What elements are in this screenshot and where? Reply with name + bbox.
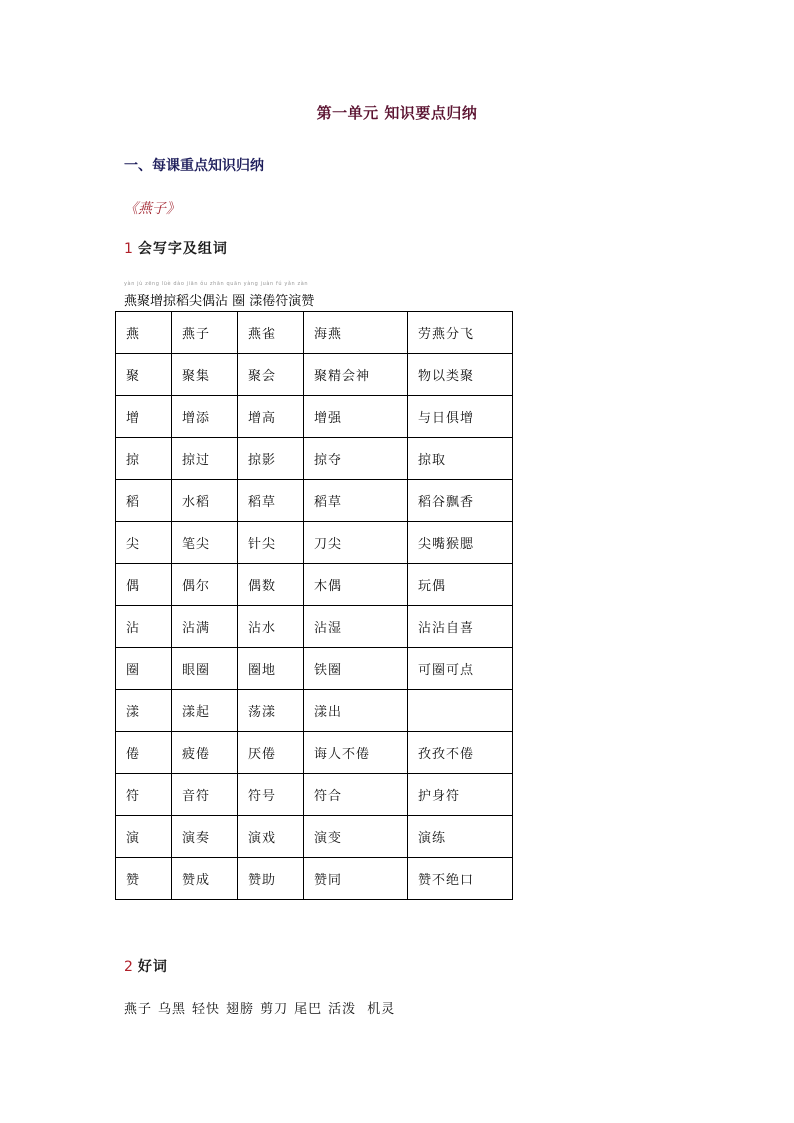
word-cell: 增添 — [172, 396, 238, 438]
lesson-title: 《燕子》 — [124, 201, 180, 217]
char-cell: 演 — [116, 816, 172, 858]
word-cell: 掠过 — [172, 438, 238, 480]
page-title: 第一单元 知识要点归纳 — [316, 104, 478, 122]
part-heading-1 — [124, 238, 228, 258]
word-cell: 刀尖 — [304, 522, 408, 564]
word-cell: 增高 — [238, 396, 304, 438]
word-cell: 木偶 — [304, 564, 408, 606]
word-cell: 符合 — [304, 774, 408, 816]
word-cell: 漾起 — [172, 690, 238, 732]
char-cell: 尖 — [116, 522, 172, 564]
char-cell: 偶 — [116, 564, 172, 606]
word-cell: 针尖 — [238, 522, 304, 564]
char-cell: 符 — [116, 774, 172, 816]
part-label: 好词 — [137, 959, 168, 975]
table-row — [116, 690, 513, 732]
table-row — [116, 354, 513, 396]
word-cell: 演练 — [408, 816, 513, 858]
good-word: 机灵 — [362, 1002, 396, 1017]
word-cell: 劳燕分飞 — [408, 312, 513, 354]
word-cell: 燕子 — [172, 312, 238, 354]
word-cell: 聚精会神 — [304, 354, 408, 396]
word-cell: 荡漾 — [238, 690, 304, 732]
word-cell: 眼圈 — [172, 648, 238, 690]
char-cell: 圈 — [116, 648, 172, 690]
section-heading: 一、每课重点知识归纳 — [124, 158, 264, 174]
table-row — [116, 648, 513, 690]
word-cell: 铁圈 — [304, 648, 408, 690]
char-cell: 漾 — [116, 690, 172, 732]
word-cell: 厌倦 — [238, 732, 304, 774]
good-word: 剪刀 — [260, 1002, 289, 1017]
word-table — [115, 311, 513, 900]
word-cell: 稻草 — [238, 480, 304, 522]
word-cell: 增强 — [304, 396, 408, 438]
word-cell: 稻草 — [304, 480, 408, 522]
word-cell: 聚会 — [238, 354, 304, 396]
part-label: 会写字及组词 — [137, 241, 228, 257]
word-cell: 护身符 — [408, 774, 513, 816]
table-row — [116, 312, 513, 354]
table-row — [116, 480, 513, 522]
word-cell: 疲倦 — [172, 732, 238, 774]
table-row — [116, 732, 513, 774]
part-heading-2 — [124, 956, 168, 976]
word-cell — [408, 690, 513, 732]
char-cell: 稻 — [116, 480, 172, 522]
good-word: 乌黑 — [158, 1002, 187, 1017]
word-cell: 聚集 — [172, 354, 238, 396]
table-row — [116, 564, 513, 606]
part-number: 1 — [124, 241, 134, 257]
word-cell: 掠夺 — [304, 438, 408, 480]
word-cell: 赞同 — [304, 858, 408, 900]
word-cell: 水稻 — [172, 480, 238, 522]
word-cell: 赞助 — [238, 858, 304, 900]
char-cell: 增 — [116, 396, 172, 438]
table-row — [116, 816, 513, 858]
good-word: 燕子 — [124, 1002, 153, 1017]
char-cell: 聚 — [116, 354, 172, 396]
word-cell: 赞成 — [172, 858, 238, 900]
word-cell: 孜孜不倦 — [408, 732, 513, 774]
char-cell: 倦 — [116, 732, 172, 774]
table-row — [116, 606, 513, 648]
char-cell: 沾 — [116, 606, 172, 648]
word-cell: 玩偶 — [408, 564, 513, 606]
word-cell: 圈地 — [238, 648, 304, 690]
word-cell: 演变 — [304, 816, 408, 858]
table-row — [116, 774, 513, 816]
table-row — [116, 858, 513, 900]
word-cell: 符号 — [238, 774, 304, 816]
word-cell: 掠取 — [408, 438, 513, 480]
table-row — [116, 522, 513, 564]
good-word: 活泼 — [328, 1002, 357, 1017]
word-cell: 演戏 — [238, 816, 304, 858]
part-number: 2 — [124, 959, 134, 975]
word-cell: 沾满 — [172, 606, 238, 648]
word-cell: 燕雀 — [238, 312, 304, 354]
word-cell: 赞不绝口 — [408, 858, 513, 900]
word-cell: 与日俱增 — [408, 396, 513, 438]
word-cell: 海燕 — [304, 312, 408, 354]
good-words-line — [124, 998, 401, 1017]
good-word: 尾巴 — [294, 1002, 323, 1017]
word-cell: 演奏 — [172, 816, 238, 858]
good-word: 轻快 — [192, 1002, 221, 1017]
word-cell: 偶数 — [238, 564, 304, 606]
word-cell: 笔尖 — [172, 522, 238, 564]
word-cell: 稻谷飘香 — [408, 480, 513, 522]
word-cell: 沾水 — [238, 606, 304, 648]
character-line: 燕聚增掠稻尖偶沾 圈 漾倦符演赞 — [124, 294, 315, 309]
table-row — [116, 438, 513, 480]
word-cell: 偶尔 — [172, 564, 238, 606]
word-cell: 诲人不倦 — [304, 732, 408, 774]
word-cell: 沾湿 — [304, 606, 408, 648]
word-cell: 沾沾自喜 — [408, 606, 513, 648]
char-cell: 赞 — [116, 858, 172, 900]
word-cell: 漾出 — [304, 690, 408, 732]
pinyin-line: yàn jù zēng lüè dào jiān ǒu zhān quān yàng juàn fú yǎn zàn — [124, 281, 309, 287]
char-cell: 掠 — [116, 438, 172, 480]
table-row — [116, 396, 513, 438]
char-cell: 燕 — [116, 312, 172, 354]
word-cell: 可圈可点 — [408, 648, 513, 690]
word-cell: 尖嘴猴腮 — [408, 522, 513, 564]
word-cell: 音符 — [172, 774, 238, 816]
word-cell: 物以类聚 — [408, 354, 513, 396]
good-word: 翅膀 — [226, 1002, 255, 1017]
word-cell: 掠影 — [238, 438, 304, 480]
